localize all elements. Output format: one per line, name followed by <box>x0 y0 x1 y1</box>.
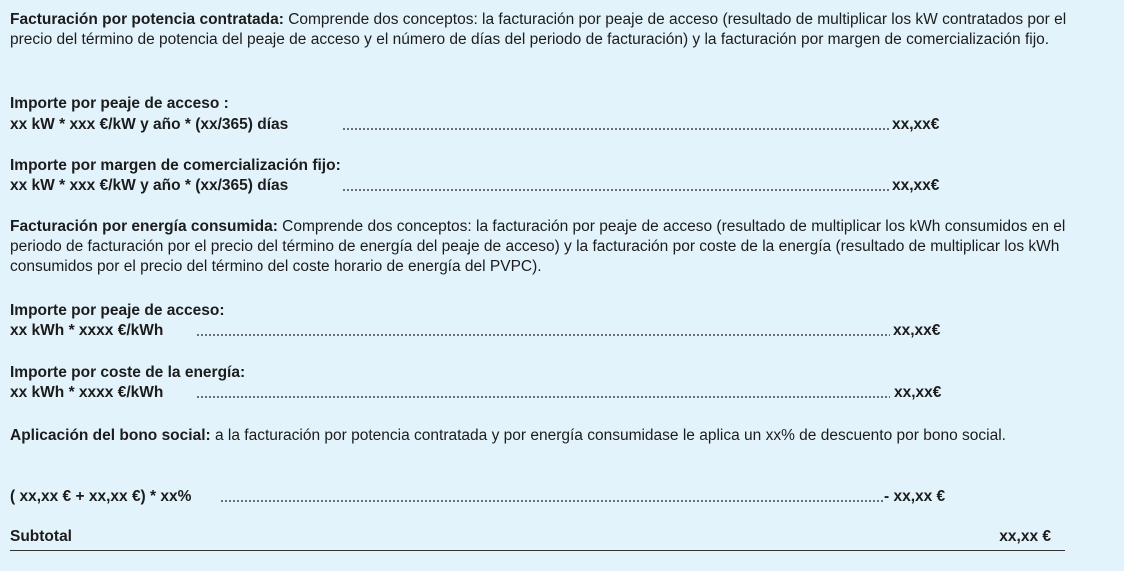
potencia-peaje-formula: xx kW * xxx €/kW y año * (xx/365) días <box>10 116 289 133</box>
energia-peaje-formula: xx kWh * xxxx €/kWh <box>10 322 164 339</box>
energia-text: Comprende dos conceptos: la facturación por peaje de acceso (resultado de multiplicar los kWh consumidos en el periodo de facturación por el precio del término de energía del peaje de acceso) y la facturación por coste de la energía (resultado de multiplicar los kWh consumidos por el precio del término del coste horario de energía del PVPC). <box>10 218 1066 275</box>
bono-row <box>10 487 950 507</box>
dot-leader <box>220 500 884 502</box>
potencia-margen-amount: xx,xx€ <box>892 177 940 194</box>
dot-leader <box>342 128 890 130</box>
potencia-peaje-row <box>10 115 950 135</box>
potencia-margen-formula: xx kW * xxx €/kW y año * (xx/365) días <box>10 177 289 194</box>
potencia-margen-title: Importe por margen de comercialización fijo: <box>10 157 341 174</box>
energia-peaje-row <box>10 321 950 341</box>
potencia-description <box>10 10 1095 50</box>
subtotal-label: Subtotal <box>10 528 72 545</box>
subtotal-row <box>10 528 1065 551</box>
bono-formula: ( xx,xx € + xx,xx €) * xx% <box>10 488 192 505</box>
bono-heading: Aplicación del bono social: <box>10 427 211 444</box>
energia-heading: Facturación por energía consumida: <box>10 218 278 235</box>
dot-leader <box>342 189 890 191</box>
subtotal-amount: xx,xx € <box>999 528 1051 545</box>
dot-leader <box>196 396 890 398</box>
energia-coste-title: Importe por coste de la energía: <box>10 364 246 381</box>
potencia-margen-row <box>10 176 950 196</box>
potencia-peaje-title: Importe por peaje de acceso : <box>10 95 229 112</box>
energia-peaje-amount: xx,xx€ <box>893 322 941 339</box>
energia-coste-formula: xx kWh * xxxx €/kWh <box>10 384 164 401</box>
energia-peaje-title: Importe por peaje de acceso: <box>10 302 225 319</box>
bono-text: a la facturación por potencia contratada y por energía consumidase le aplica un xx% de descuento por bono social. <box>210 427 1006 444</box>
potencia-peaje-amount: xx,xx€ <box>892 116 940 133</box>
energia-description <box>10 217 1095 277</box>
energia-coste-amount: xx,xx€ <box>894 384 942 401</box>
dot-leader <box>196 334 890 336</box>
potencia-text: Comprende dos conceptos: la facturación por peaje de acceso (resultado de multiplicar los kW contratados por el precio del término de potencia del peaje de acceso y el número de días del periodo de facturación) y la facturación por margen de comercialización fijo. <box>10 11 1067 48</box>
energia-coste-row <box>10 383 950 403</box>
bono-amount: - xx,xx € <box>884 488 946 505</box>
potencia-heading: Facturación por potencia contratada: <box>10 11 284 28</box>
bono-description <box>10 426 1095 446</box>
